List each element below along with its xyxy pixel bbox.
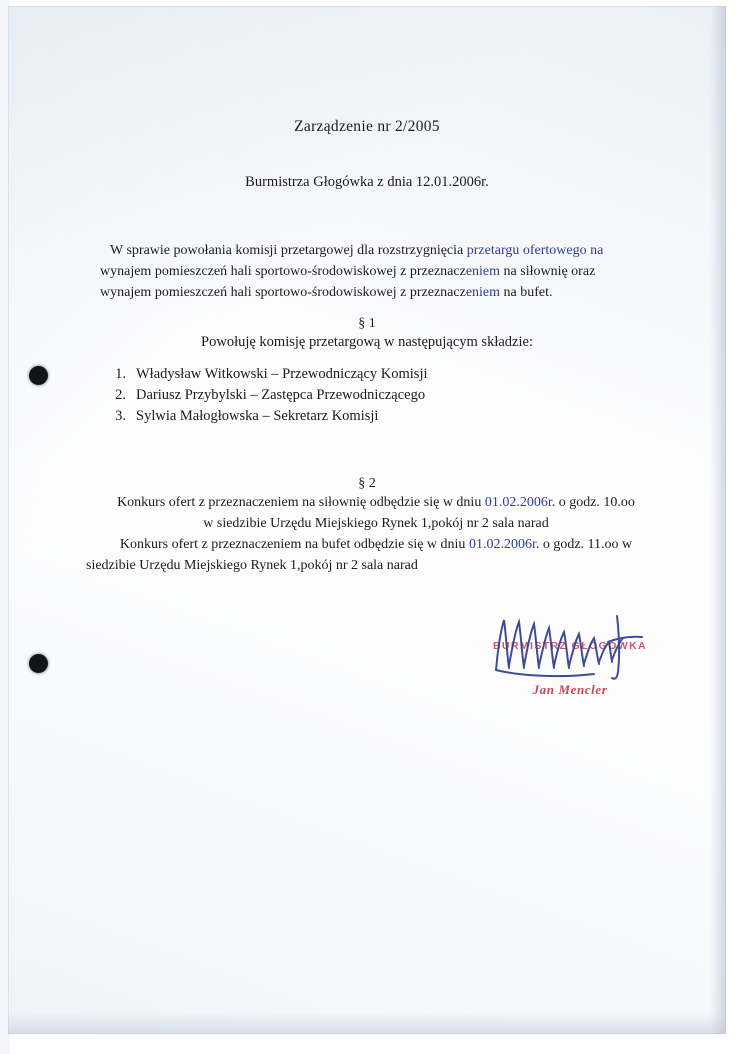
list-item-label: Sylwia Małogłowska – Sekretarz Komisji xyxy=(136,408,379,424)
intro-line2-part3: na siłownię oraz xyxy=(500,264,596,279)
intro-line3-part1: wynajem pomieszczeń hali sportowo-środowiskowej z przeznacz xyxy=(100,285,466,300)
handwritten-signature-icon xyxy=(490,608,655,688)
list-item-label: Władysław Witkowski – Przewodniczący Komisji xyxy=(136,366,428,382)
document-body xyxy=(8,6,726,1034)
intro-line2-part1: wynajem pomieszczeń hali sportowo-środowiskowej z przeznacz xyxy=(100,264,466,279)
section-2-paragraph xyxy=(86,492,666,576)
section-2-line-2: w siedzibie Urzędu Miejskiego Rynek 1,pokój nr 2 sala narad xyxy=(203,516,549,531)
punch-hole-icon xyxy=(29,366,48,385)
section-2-line-3-part1: Konkurs ofert z przeznaczeniem na bufet odbędzie się w dniu xyxy=(119,537,469,552)
section-1-lead: Powołuję komisję przetargową w następującym składzie: xyxy=(201,334,533,350)
list-item xyxy=(108,406,628,427)
document-subtitle: Burmistrza Głogówka z dnia 12.01.2006r. xyxy=(245,174,489,190)
intro-line3-part3: na bufet. xyxy=(500,285,553,300)
section-1-mark: § 1 xyxy=(358,316,376,331)
section-2-line-3-part2: . o godz. 11.oo w xyxy=(535,537,633,552)
intro-line1-part2: przetargu ofertowego na xyxy=(466,243,604,258)
section-2-line-4: siedzibie Urzędu Miejskiego Rynek 1,pokój nr 2 sala narad xyxy=(86,558,418,573)
list-item xyxy=(108,364,628,385)
section-2-line-1 xyxy=(86,492,666,513)
document-title: Zarządzenie nr 2/2005 xyxy=(294,118,440,135)
section-2-line-3 xyxy=(86,534,666,555)
list-item-number: 1. xyxy=(115,366,126,382)
section-2-line-1-part1: Konkurs ofert z przeznaczeniem na siłownię odbędzie się w dniu xyxy=(117,495,485,510)
list-item xyxy=(108,385,628,406)
intro-paragraph xyxy=(100,240,660,303)
stamp-and-signature xyxy=(470,612,670,712)
intro-line2-part2: eniem xyxy=(465,264,501,279)
paper-sheet xyxy=(8,6,726,1034)
commission-members-list xyxy=(108,364,628,427)
intro-line3-part2: eniem xyxy=(465,285,501,300)
section-2-line-1-date: 01.02.2006r xyxy=(484,495,552,510)
section-2-line-1-part2: . o godz. 10.oo xyxy=(551,495,635,510)
section-2-line-3-date: 01.02.2006r xyxy=(468,537,536,552)
list-item-label: Dariusz Przybylski – Zastępca Przewodniczącego xyxy=(136,387,426,403)
section-2-mark: § 2 xyxy=(358,476,376,491)
stamp-office-text: BURMISTRZ GŁOGÓWKA xyxy=(492,640,648,652)
punch-hole-icon xyxy=(29,654,48,673)
intro-line1-part1: W sprawie powołania komisji przetargowej dla rozstrzygnięcia xyxy=(110,243,467,258)
list-item-number: 2. xyxy=(115,387,126,403)
list-item-number: 3. xyxy=(115,408,126,424)
stamp-name-text: Jan Mencler xyxy=(532,682,608,697)
